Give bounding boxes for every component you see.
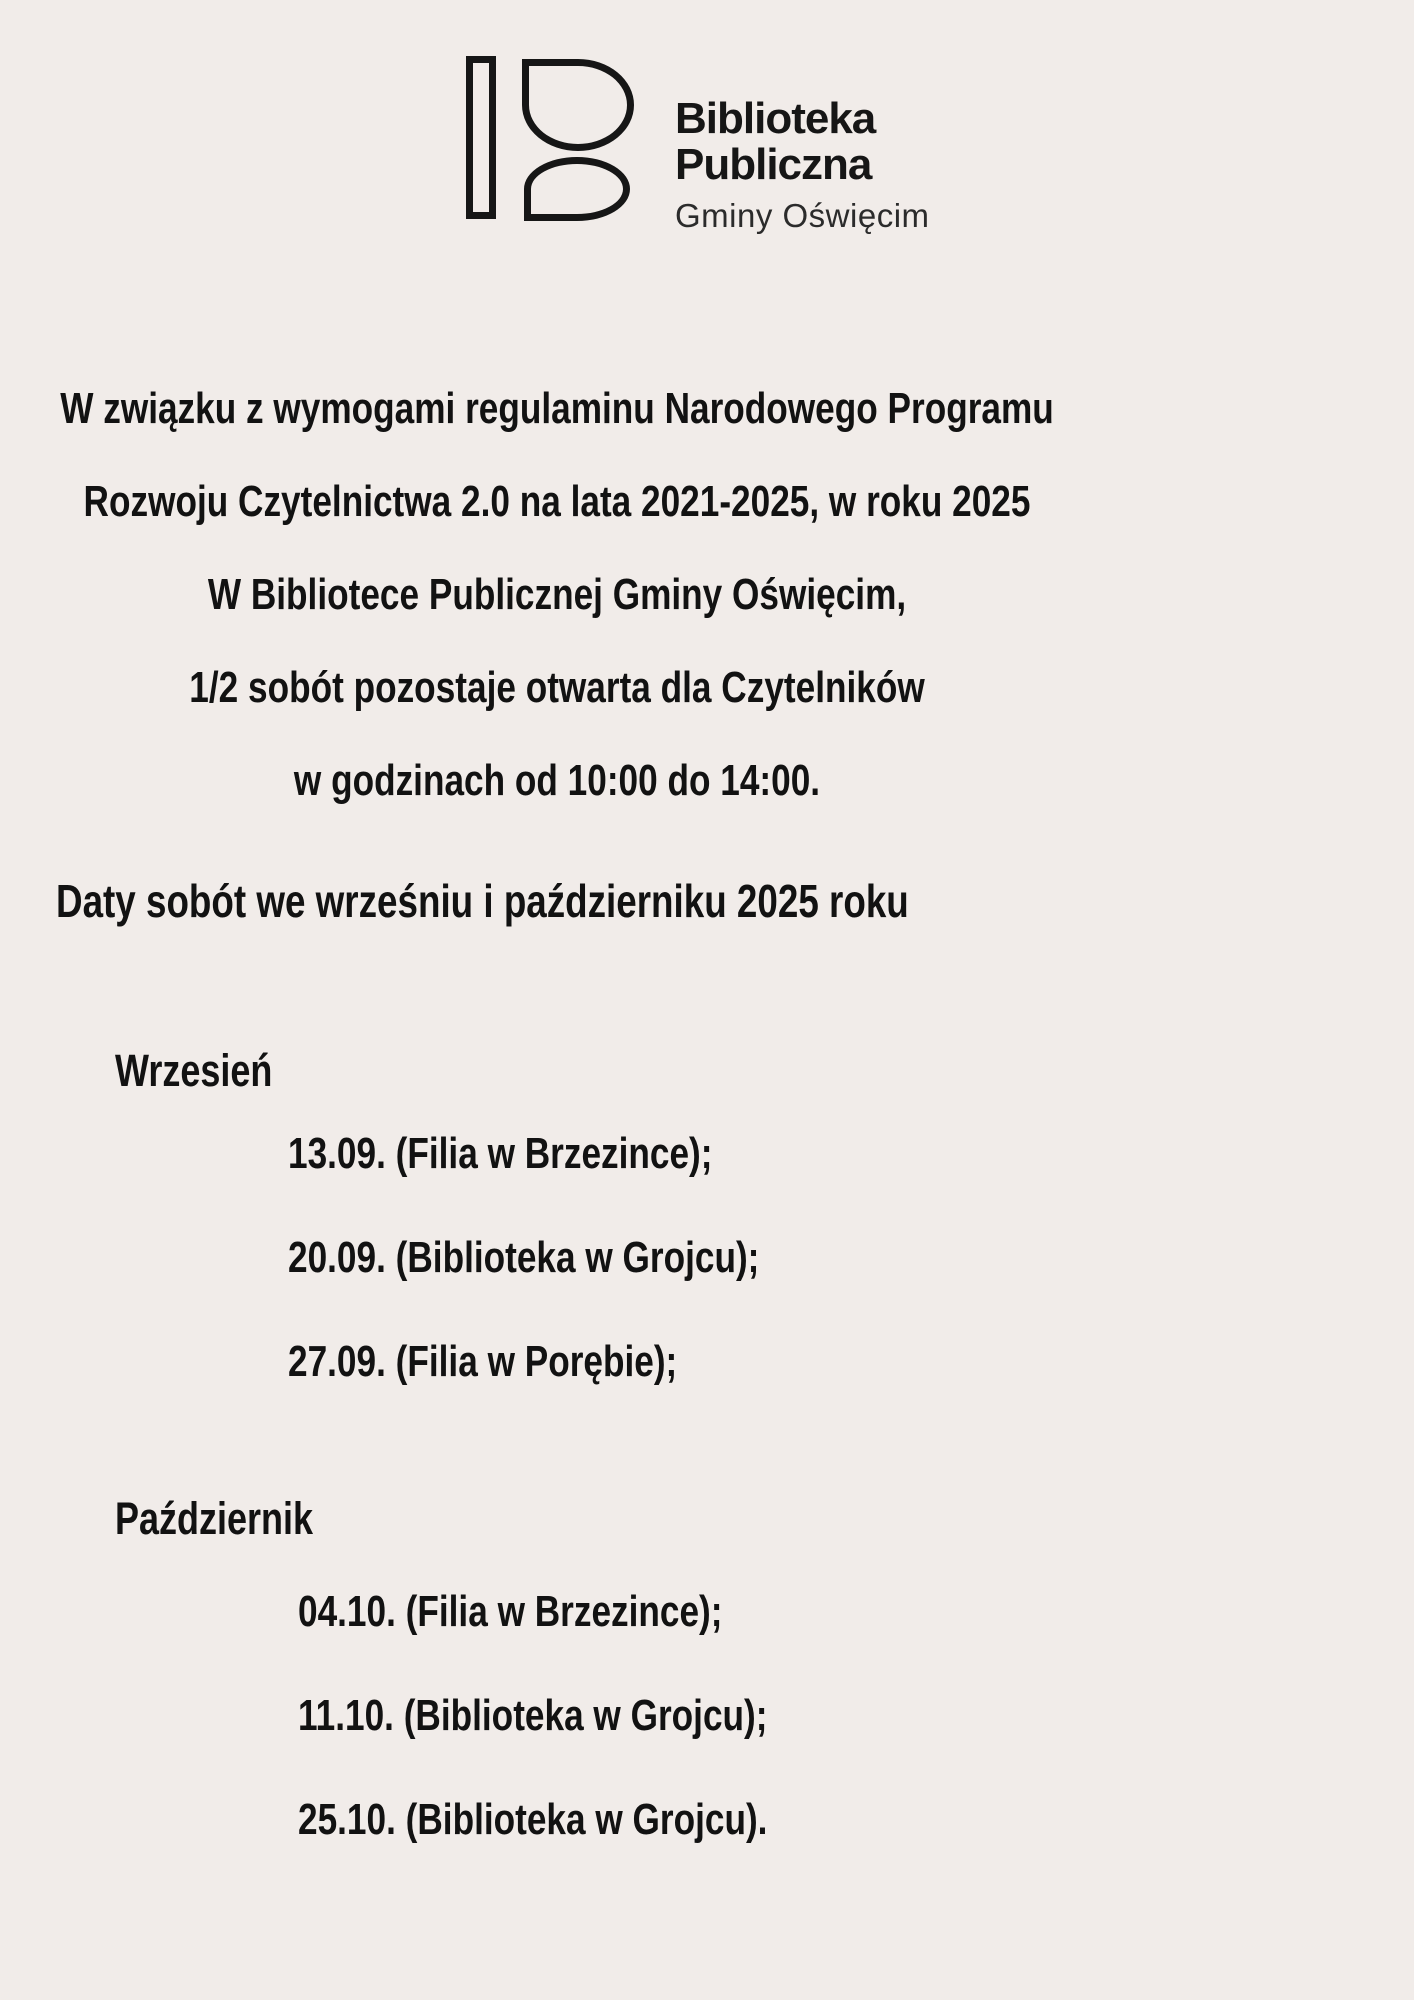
dates-heading [56, 875, 1122, 927]
logo-leaf-bottom-shape [524, 157, 630, 221]
bp-monogram-icon [466, 56, 641, 224]
intro-line-4 [0, 641, 1114, 734]
logo-bar-shape [466, 56, 496, 219]
date-item-sep-3-text: 27.09. (Filia w Porębie); [288, 1337, 678, 1386]
date-item-sep-1 [288, 1129, 819, 1178]
month-heading-pazdziernik-text: Październik [115, 1493, 314, 1544]
intro-line-5-text: w godzinach od 10:00 do 14:00. [293, 755, 821, 805]
intro-line-5 [0, 734, 1114, 827]
date-item-oct-2 [298, 1691, 885, 1740]
intro-line-1 [0, 362, 1114, 455]
logo-subtitle: Gminy Oświęcim [675, 197, 930, 234]
month-heading-pazdziernik [115, 1493, 363, 1544]
date-item-oct-3-text: 25.10. (Biblioteka w Grojcu). [298, 1795, 768, 1844]
library-logo [466, 56, 930, 235]
intro-line-1-text: W związku z wymogami regulaminu Narodowego Programu [60, 383, 1054, 433]
date-item-sep-2 [288, 1233, 877, 1282]
intro-line-3-text: W Bibliotece Publicznej Gminy Oświęcim, [207, 569, 907, 619]
month-heading-wrzesien [115, 1045, 312, 1096]
date-item-oct-3 [298, 1795, 885, 1844]
date-item-oct-1-text: 04.10. (Filia w Brzezince); [298, 1587, 723, 1636]
month-heading-wrzesien-text: Wrzesień [115, 1045, 273, 1096]
logo-leaf-top-shape [522, 59, 634, 151]
intro-line-2 [0, 455, 1114, 548]
logo-text [675, 56, 930, 235]
intro-line-3 [0, 548, 1114, 641]
date-item-sep-2-text: 20.09. (Biblioteka w Grojcu); [288, 1233, 760, 1282]
intro-line-4-text: 1/2 sobót pozostaje otwarta dla Czytelników [189, 662, 925, 712]
intro-line-2-text: Rozwoju Czytelnictwa 2.0 na lata 2021-2025, w roku 2025 [83, 476, 1031, 526]
date-item-oct-2-text: 11.10. (Biblioteka w Grojcu); [298, 1691, 768, 1740]
logo-title-line1: Biblioteka [675, 94, 876, 143]
dates-heading-text: Daty sobót we wrześniu i październiku 2025 roku [56, 875, 909, 927]
logo-title-line2: Publiczna [675, 140, 872, 189]
intro-paragraph [0, 362, 1114, 827]
date-item-sep-3 [288, 1337, 775, 1386]
date-item-sep-1-text: 13.09. (Filia w Brzezince); [288, 1129, 713, 1178]
date-item-oct-1 [298, 1587, 829, 1636]
